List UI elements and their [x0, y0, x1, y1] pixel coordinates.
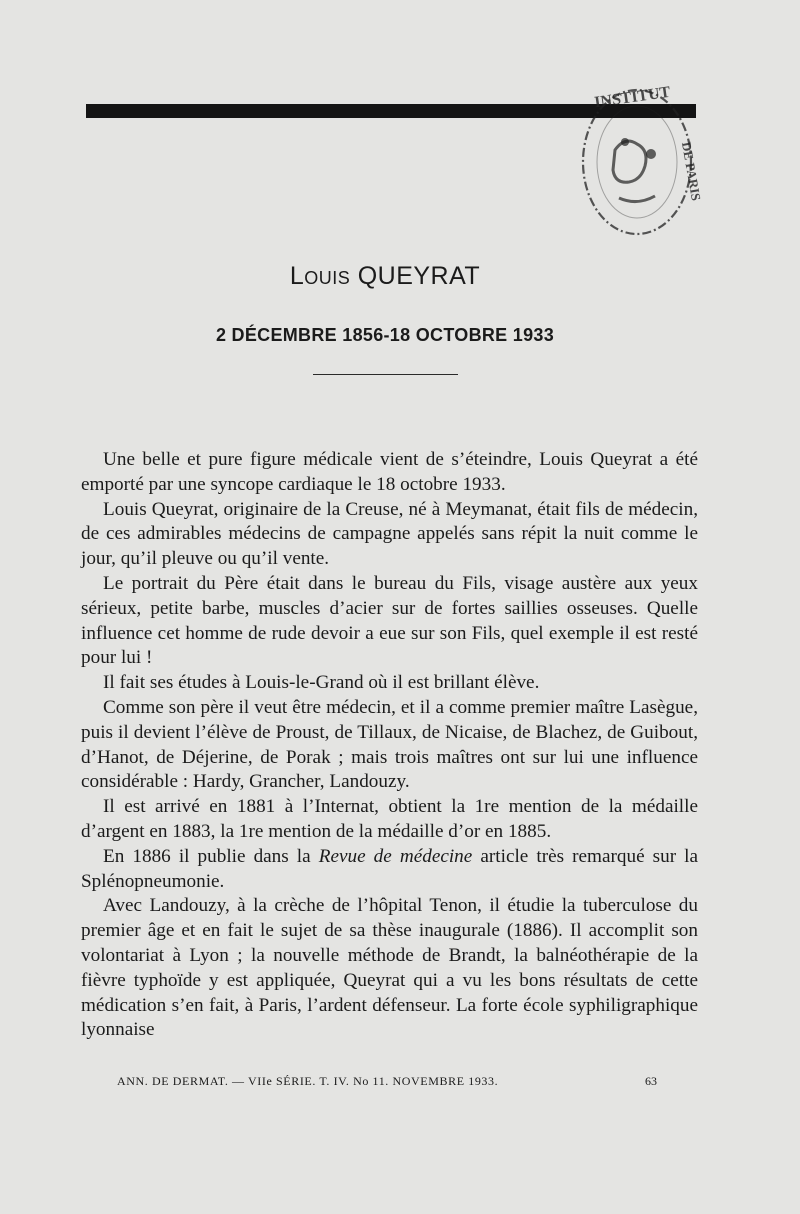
- paragraph-5: Comme son père il veut être médecin, et il a comme premier maître Lasègue, puis il devient l’élève de Proust, de Tillaux, de Nicaise, de Blachez, de Guibout, d’Hanot, de Déjerine, de Porak ; mais trois maîtres ont sur lui une influence considérable : Hardy, Grancher, Landouzy.: [81, 696, 698, 793]
- paragraph-4: Il fait ses études à Louis-le-Grand où il est brillant élève.: [103, 672, 540, 694]
- paragraph-8: Avec Landouzy, à la crèche de l’hôpital Tenon, il étudie la tuberculose du premier âge et en fait le sujet de sa thèse inaugurale (1886). Il accomplit son volontariat à Lyon ; la nouvelle méthode de Brandt, la balnéothérapie de la fièvre typhoïde y est appliquée, Queyrat qui a vu les bons résultats de cette médication s’en fait, à Paris, l’ardent défenseur. La forte école syphiligraphique lyonnaise: [81, 895, 698, 1041]
- library-stamp: [575, 80, 705, 240]
- paragraph-2: Louis Queyrat, originaire de la Creuse, né à Meymanat, était fils de médecin, de ces admirables médecins de campagne appelés sans répit la nuit comme le jour, qu’il pleuve ou qu’il vente.: [81, 498, 698, 570]
- paragraph-3: Le portrait du Père était dans le bureau du Fils, visage austère aux yeux sérieux, petite barbe, muscles d’acier sur de fortes saillies osseuses. Quelle influence cet homme de rude devoir a eue sur son Fils, quel exemple il est resté pour lui !: [81, 572, 698, 669]
- page-footer: [117, 1074, 657, 1089]
- paragraph-1: Une belle et pure figure médicale vient de s’éteindre, Louis Queyrat a été emporté par une syncope cardiaque le 18 octobre 1933.: [81, 449, 698, 495]
- paragraph-6: Il est arrivé en 1881 à l’Internat, obtient la 1re mention de la médaille d’argent en 1883, la 1re mention de la médaille d’or en 1885.: [81, 796, 698, 842]
- paragraph-7-rest: article très remarqué sur la Splénopneumonie.: [81, 845, 699, 892]
- page-number: 63: [645, 1074, 657, 1088]
- paragraph-7: [81, 845, 698, 895]
- footer-citation: ANN. DE DERMAT. — VIIe SÉRIE. T. IV. No 11. NOVEMBRE 1933.: [117, 1074, 499, 1088]
- journal-title: Revue de médecine: [318, 845, 473, 867]
- paragraph-7-lead: En 1886 il publie dans la: [103, 845, 311, 867]
- stamp-text-top: INSTITUT: [593, 83, 672, 112]
- title-separator: [313, 374, 458, 375]
- title-first-name: Louis: [289, 262, 351, 290]
- article-body: [81, 448, 698, 1043]
- stamp-text-side: DE PARIS: [678, 140, 704, 202]
- title-last-name: QUEYRAT: [357, 262, 481, 290]
- life-dates: 2 DÉCEMBRE 1856-18 OCTOBRE 1933: [215, 325, 555, 345]
- page-title: [0, 262, 770, 291]
